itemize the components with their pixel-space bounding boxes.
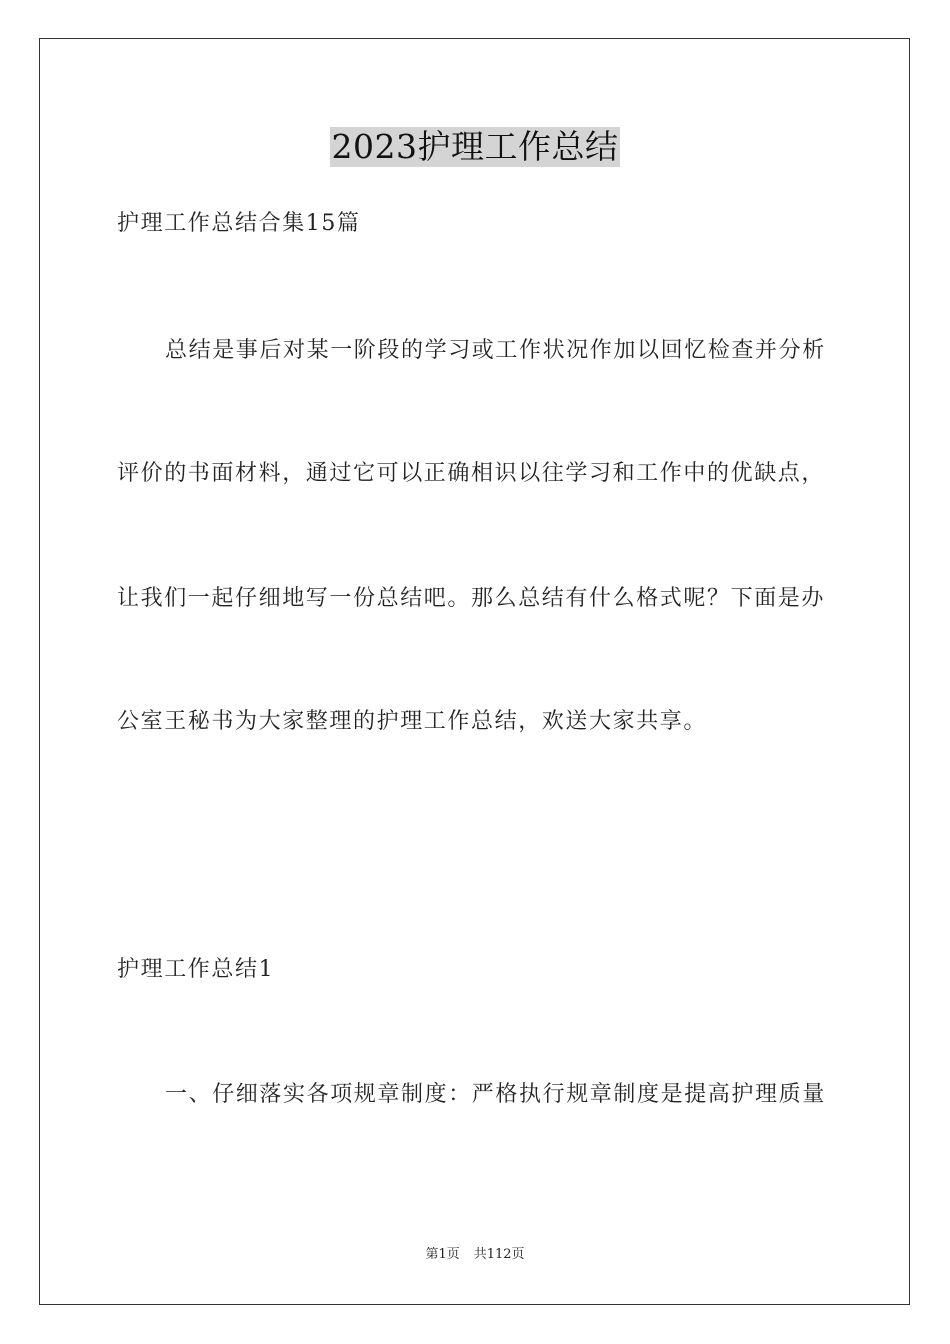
page-number: 第1页: [425, 1247, 460, 1262]
intro-line-4: 公室王秘书为大家整理的护理工作总结，欢送大家共享。: [117, 709, 708, 734]
intro-line-2: 评价的书面材料，通过它可以正确相识以往学习和工作中的优缺点，: [117, 461, 826, 486]
document-subtitle: 护理工作总结合集15篇: [117, 211, 361, 236]
title-container: [0, 127, 950, 167]
section-first-line: 一、仔细落实各项规章制度：严格执行规章制度是提高护理质量: [165, 1082, 826, 1107]
document-title: 2023护理工作总结: [331, 127, 619, 166]
intro-line-1: 总结是事后对某一阶段的学习或工作状况作加以回忆检查并分析: [165, 338, 826, 363]
intro-line-3: 让我们一起仔细地写一份总结吧。那么总结有什么格式呢？下面是办: [117, 586, 826, 611]
section-heading: 护理工作总结1: [117, 957, 275, 982]
page-footer: [0, 1246, 950, 1264]
page-total: 共112页: [473, 1247, 525, 1262]
